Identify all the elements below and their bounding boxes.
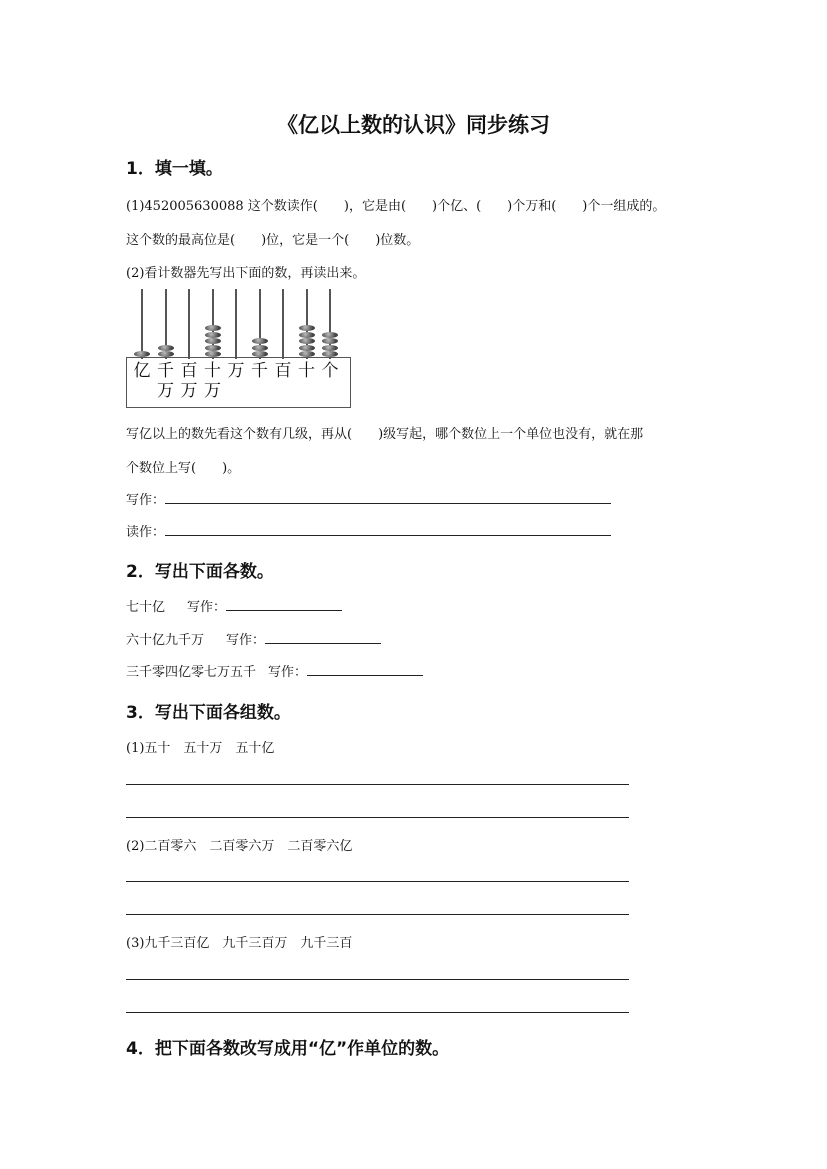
- abacus-bead: [205, 332, 221, 338]
- abacus-place-label: [319, 361, 341, 381]
- abacus-rod: [188, 289, 190, 359]
- q3-answer-line[interactable]: [126, 979, 629, 980]
- abacus-counter: [126, 289, 351, 409]
- q2-item: [126, 661, 423, 680]
- abacus-place-char: 千: [157, 361, 174, 381]
- q3-answer-line[interactable]: [126, 1012, 629, 1013]
- q1-write-row: [126, 489, 611, 508]
- abacus-rod: [141, 289, 143, 359]
- abacus-rod: [235, 289, 237, 359]
- q1-heading: 1．填一填。: [126, 159, 223, 179]
- abacus-bead: [322, 351, 338, 357]
- abacus-bead: [205, 338, 221, 344]
- abacus-place-char: 个: [321, 361, 339, 381]
- q2-item: [126, 596, 342, 615]
- abacus-bead: [205, 345, 221, 351]
- abacus-bead: [299, 338, 315, 344]
- abacus-bead: [252, 338, 268, 344]
- page-title: 《亿以上数的认识》同步练习: [277, 113, 550, 137]
- abacus-place-label: [296, 361, 318, 381]
- abacus-bead: [158, 345, 174, 351]
- q1-line4: 写亿以上的数先看这个数有几级，再从( )级写起，哪个数位上一个单位也没有，就在那: [126, 427, 644, 442]
- abacus-place-char: 万: [204, 381, 221, 401]
- q4-heading: 4．把下面各数改写成用“亿”作单位的数。: [126, 1039, 450, 1059]
- q2-heading: 2．写出下面各数。: [126, 562, 274, 582]
- q3-answer-line[interactable]: [126, 914, 629, 915]
- q2-item: [126, 629, 381, 648]
- abacus-bead: [322, 345, 338, 351]
- q2-write-label: 写作：: [187, 600, 227, 615]
- q3-heading: 3．写出下面各组数。: [126, 703, 291, 723]
- q3-group-3: (3)九千三百亿 九千三百万 九千三百: [126, 936, 353, 951]
- abacus-place-label: [202, 361, 224, 401]
- abacus-place-char: 万: [180, 381, 198, 401]
- abacus-place-label: [131, 361, 153, 381]
- abacus-place-char: 百: [274, 361, 292, 381]
- q2-answer-line[interactable]: [265, 629, 381, 644]
- abacus-bead: [158, 351, 174, 357]
- abacus-bead: [322, 332, 338, 338]
- abacus-bead: [322, 338, 338, 344]
- q2-number-text: 六十亿九千万: [126, 633, 205, 648]
- read-answer-line[interactable]: [165, 521, 611, 536]
- abacus-bead: [299, 345, 315, 351]
- abacus-bead: [252, 351, 268, 357]
- q1-line5: 个数位上写( )。: [126, 461, 241, 476]
- abacus-rod: [282, 289, 284, 359]
- q3-group-1: (1)五十 五十万 五十亿: [126, 741, 275, 756]
- abacus-bead: [205, 351, 221, 357]
- write-answer-line[interactable]: [165, 489, 611, 504]
- abacus-bead: [252, 345, 268, 351]
- abacus-place-label: [155, 361, 177, 401]
- abacus-place-label: [272, 361, 294, 381]
- q3-answer-line[interactable]: [126, 784, 629, 785]
- q1-line2: 这个数的最高位是( )位，它是一个( )位数。: [126, 233, 420, 248]
- q1-line1: (1)452005630088 这个数读作( )，它是由( )个亿、( )个万和( )个一组成的。: [126, 199, 666, 214]
- write-label: 写作：: [126, 493, 166, 508]
- abacus-bead: [299, 351, 315, 357]
- abacus-bead: [299, 325, 315, 331]
- q3-answer-line[interactable]: [126, 881, 629, 882]
- q3-group-2: (2)二百零六 二百零六万 二百零六亿: [126, 839, 353, 854]
- q2-write-label: 写作：: [226, 633, 266, 648]
- q2-number-text: 七十亿: [126, 600, 166, 615]
- abacus-place-char: 十: [298, 361, 315, 381]
- abacus-bead: [134, 351, 150, 357]
- q1-line3: (2)看计数器先写出下面的数，再读出来。: [126, 266, 366, 281]
- abacus-place-char: 千: [251, 361, 268, 381]
- q1-read-row: [126, 521, 611, 540]
- q2-answer-line[interactable]: [226, 596, 342, 611]
- abacus-place-char: 十: [204, 361, 221, 381]
- abacus-place-char: 万: [227, 361, 245, 381]
- abacus-place-char: 亿: [133, 361, 151, 381]
- q2-number-text: 三千零四亿零七万五千: [126, 665, 257, 680]
- abacus-place-char: 万: [157, 381, 174, 401]
- q3-answer-line[interactable]: [126, 817, 629, 818]
- q2-write-label: 写作：: [268, 665, 308, 680]
- abacus-place-label: [225, 361, 247, 381]
- q2-answer-line[interactable]: [307, 661, 423, 676]
- abacus-place-label: [178, 361, 200, 401]
- abacus-bead: [205, 325, 221, 331]
- abacus-place-char: 百: [180, 361, 198, 381]
- abacus-bead: [299, 332, 315, 338]
- read-label: 读作：: [126, 525, 166, 540]
- abacus-place-label: [249, 361, 271, 381]
